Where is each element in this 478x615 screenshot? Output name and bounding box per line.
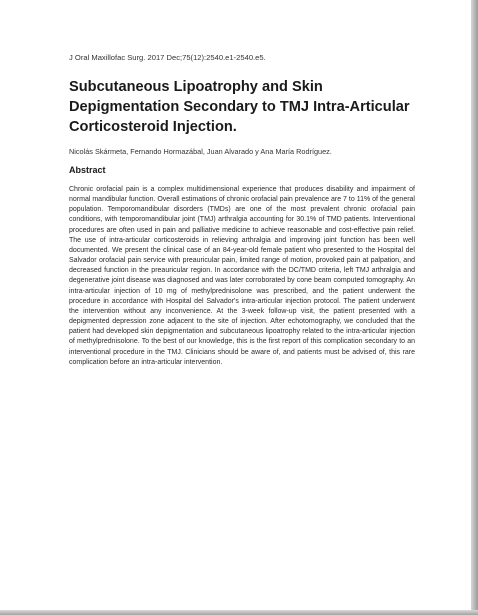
paper-title: Subcutaneous Lipoatrophy and Skin Depigmentation Secondary to TMJ Intra-Articular Corticosteroid Injection.: [69, 79, 410, 135]
abstract-body: Chronic orofacial pain is a complex multidimensional experience that produces disability and impairment of normal mandibular function. Overall estimations of chronic orofacial pain prevalence are 7 to 11% of the general population. Temporomandibular disorders (TMDs) are one of the most prevalent chronic orofacial pain conditions, with temporomandibular joint (TMJ) arthralgia accounting for 30.1% of TMD patients. Interventional procedures are often used in pain and palliative medicine to achieve reasonable and cost-effective pain relief. The use of intra-articular corticosteroids in relieving arthralgia and improving joint function has been well documented. We present the clinical case of an 84-year-old female patient who presented to the Hospital del Salvador orofacial pain service with preauricular pain, limited range of motion, provoked pain at palpation, and decreased function in the preauricular region. In accordance with the DC/TMD criteria, left TMJ arthralgia and degenerative joint disease was diagnosed and was later corroborated by cone beam computed tomography. An intra-articular injection of 10 mg of methylprednisolone was prescribed, and the patient underwent the procedure in accordance with Hospital del Salvador's intra-articular injection protocol. The patient underwent the intervention without any inconvenience. At the 3-week follow-up visit, the patient presented with a depigmented depression zone adjacent to the site of injection. After echotomography, we concluded that the patient had developed skin depigmentation and subcutaneous lipoatrophy related to the intra-articular injection of methylprednisolone. To the best of our knowledge, this is the first report of this complication secondary to an interventional procedure in the TMJ. Clinicians should be aware of, and patients must be advised of, this rare complication before an intra-articular intervention.: [69, 186, 415, 366]
abstract-heading: Abstract: [69, 165, 106, 175]
page-edge-shadow-bottom: [0, 610, 478, 615]
authors: Nicolás Skármeta, Fernando Hormazábal, Juan Alvarado y Ana María Rodríguez.: [69, 147, 332, 156]
citation: J Oral Maxillofac Surg. 2017 Dec;75(12):2540.e1-2540.e5.: [69, 53, 266, 62]
paper-page: [69, 52, 415, 368]
page-edge-shadow-right: [471, 0, 478, 615]
